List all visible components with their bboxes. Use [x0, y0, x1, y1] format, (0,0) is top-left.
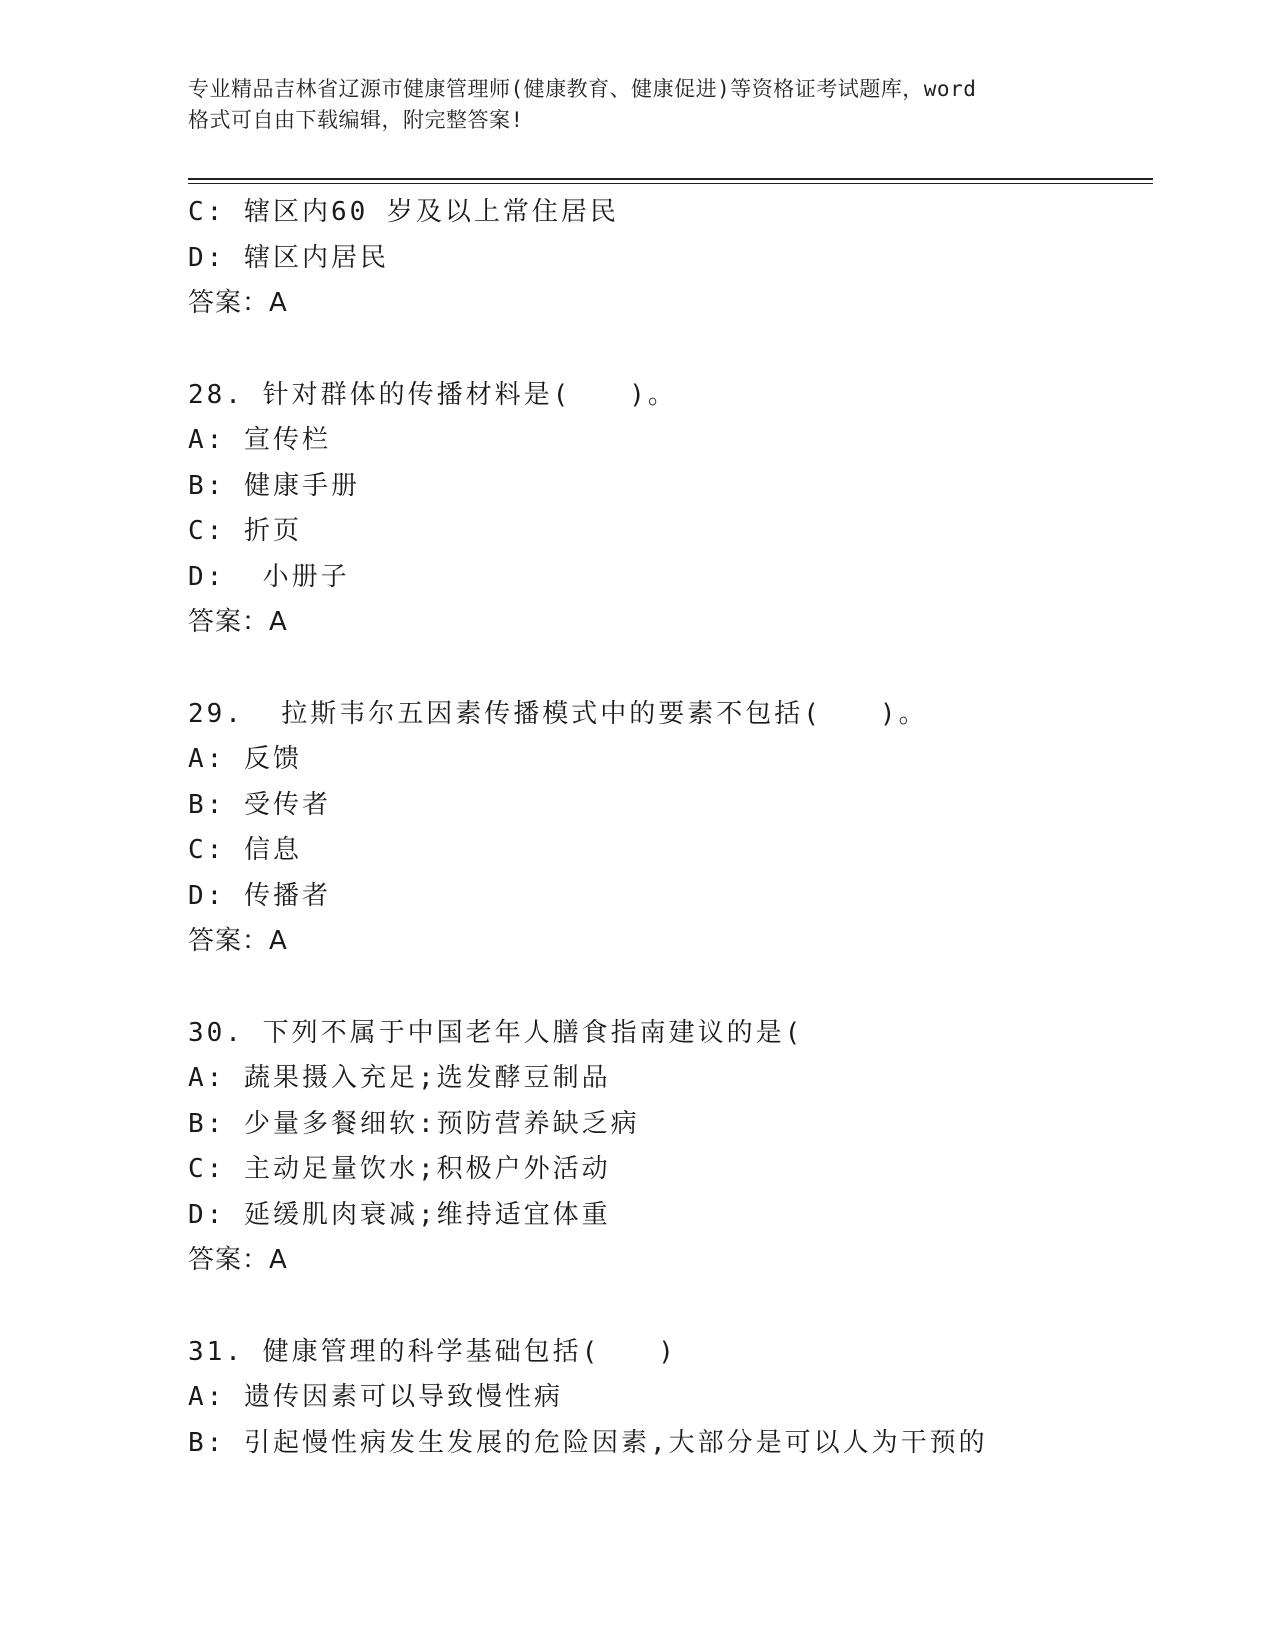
- question-30: [188, 1011, 1148, 1284]
- question-text: 31. 健康管理的科学基础包括( ): [188, 1336, 677, 1367]
- question-text: 28. 针对群体的传播材料是( )。: [188, 379, 677, 410]
- option-b: B: 引起慢性病发生发展的危险因素,大部分是可以人为干预的: [188, 1427, 988, 1458]
- spacer: [188, 1284, 1148, 1330]
- answer-line: 答案：A: [188, 1245, 288, 1275]
- spacer: [188, 965, 1148, 1011]
- option-c: C: 信息: [188, 835, 302, 865]
- answer-line: 答案：A: [188, 288, 288, 318]
- question-28: [188, 373, 1148, 646]
- option-d: D: 小册子: [188, 561, 350, 592]
- document-body: [188, 190, 1148, 1466]
- option-d: D: 延缓肌肉衰减;维持适宜体重: [188, 1199, 611, 1230]
- option-c: C: 主动足量饮水;积极户外活动: [188, 1154, 611, 1184]
- option-b: B: 健康手册: [188, 470, 360, 501]
- option-b: B: 受传者: [188, 789, 331, 820]
- header-divider-thin: [188, 183, 1153, 184]
- question-29: [188, 692, 1148, 965]
- header-line-2: 格式可自由下载编辑，附完整答案!: [188, 108, 524, 132]
- document-header: [188, 74, 1108, 136]
- question-text: 30. 下列不属于中国老年人膳食指南建议的是(: [188, 1017, 804, 1048]
- option-d: D: 辖区内居民: [188, 242, 389, 273]
- question-text: 29. 拉斯韦尔五因素传播模式中的要素不包括( )。: [188, 698, 928, 729]
- question-31: [188, 1330, 1148, 1467]
- previous-question-tail: [188, 190, 1148, 327]
- spacer: [188, 327, 1148, 373]
- spacer: [188, 646, 1148, 692]
- option-b: B: 少量多餐细软:预防营养缺乏病: [188, 1108, 640, 1139]
- option-c: C: 折页: [188, 516, 302, 546]
- option-a: A: 遗传因素可以导致慢性病: [188, 1382, 563, 1412]
- option-a: A: 反馈: [188, 744, 302, 774]
- header-divider-thick: [188, 178, 1153, 180]
- header-line-1: 专业精品吉林省辽源市健康管理师(健康教育、健康促进)等资格证考试题库，word: [188, 77, 977, 101]
- answer-line: 答案：A: [188, 607, 288, 637]
- option-a: A: 蔬果摄入充足;选发酵豆制品: [188, 1063, 611, 1093]
- option-a: A: 宣传栏: [188, 425, 331, 455]
- answer-line: 答案：A: [188, 926, 288, 956]
- option-c: C: 辖区内60 岁及以上常住居民: [188, 197, 619, 227]
- option-d: D: 传播者: [188, 880, 331, 911]
